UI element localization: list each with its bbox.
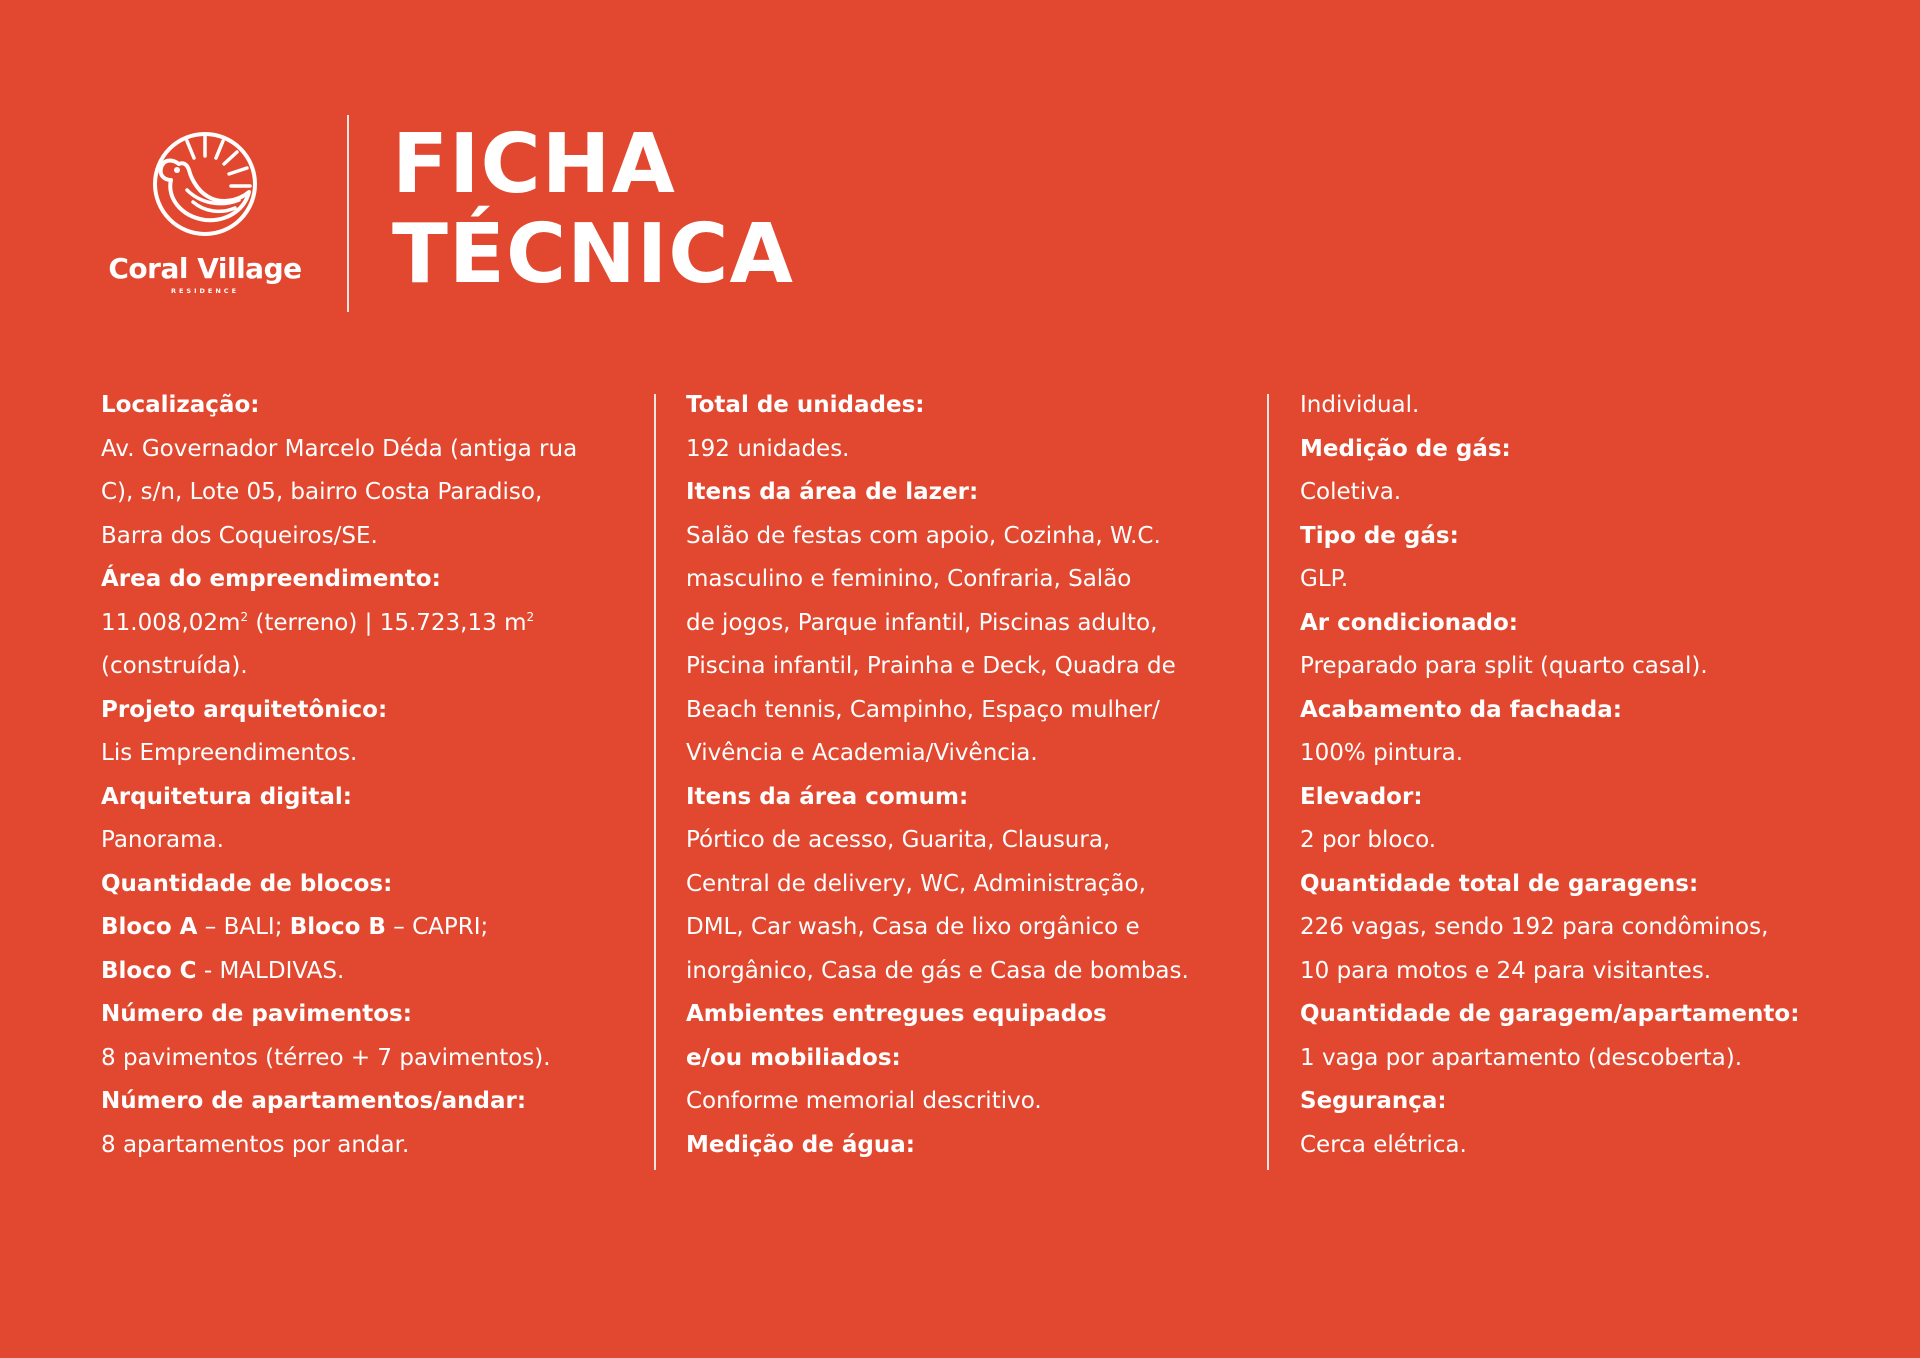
lazer-line: Salão de festas com apoio, Cozinha, W.C.: [686, 522, 1161, 549]
brand-name: Coral Village: [108, 252, 302, 285]
column-1: [101, 384, 577, 1167]
localizacao-line: Barra dos Coqueiros/SE.: [101, 522, 378, 549]
gas-tipo-value: GLP.: [1300, 566, 1349, 592]
agua-label: Medição de água:: [686, 1131, 915, 1158]
agua-value: Individual.: [1300, 392, 1420, 418]
fachada-value: 100% pintura.: [1300, 740, 1464, 766]
title-line-1: FICHA: [392, 117, 676, 212]
aptos-value: 8 apartamentos por andar.: [101, 1131, 410, 1158]
localizacao-line: C), s/n, Lote 05, bairro Costa Paradiso,: [101, 479, 543, 505]
area-terreno: 11.008,02m: [101, 609, 241, 636]
blocos-line: [101, 950, 577, 994]
area-label: Área do empreendimento:: [101, 566, 441, 592]
gas-tipo-label: Tipo de gás:: [1300, 522, 1459, 549]
logo: [100, 128, 310, 298]
gas-medicao-value: Coletiva.: [1300, 479, 1402, 505]
bloco-b-name: Bloco B: [289, 914, 386, 940]
area-line: [101, 602, 577, 646]
garagem-apto-label: Quantidade de garagem/apartamento:: [1300, 1001, 1800, 1027]
localizacao-line: Av. Governador Marcelo Déda (antiga rua: [101, 435, 578, 462]
ar-label: Ar condicionado:: [1300, 609, 1518, 636]
area-line: (construída).: [101, 653, 248, 679]
fachada-label: Acabamento da fachada:: [1300, 696, 1622, 723]
pavimentos-value: 8 pavimentos (térreo + 7 pavimentos).: [101, 1044, 551, 1071]
lazer-line: Piscina infantil, Prainha e Deck, Quadra de: [686, 653, 1176, 679]
lazer-line: Beach tennis, Campinho, Espaço mulher/: [686, 696, 1160, 723]
blocos-label: Quantidade de blocos:: [101, 870, 393, 897]
column-divider: [1267, 394, 1269, 1170]
bird-sun-icon: [149, 128, 261, 240]
column-divider: [654, 394, 656, 1170]
elevador-value: 2 por bloco.: [1300, 827, 1437, 853]
comum-line: Pórtico de acesso, Guarita, Clausura,: [686, 827, 1111, 853]
pavimentos-label: Número de pavimentos:: [101, 1001, 412, 1027]
ambientes-value: Conforme memorial descritivo.: [686, 1088, 1042, 1114]
gas-medicao-label: Medição de gás:: [1300, 435, 1511, 462]
comum-label: Itens da área comum:: [686, 783, 969, 810]
projeto-label: Projeto arquitetônico:: [101, 696, 388, 723]
localizacao-label: Localização:: [101, 392, 260, 418]
projeto-value: Lis Empreendimentos.: [101, 740, 358, 766]
seguranca-label: Segurança:: [1300, 1088, 1447, 1114]
lazer-line: Vivência e Academia/Vivência.: [686, 740, 1038, 766]
total-value: 192 unidades.: [686, 435, 850, 462]
comum-line: Central de delivery, WC, Administração,: [686, 870, 1146, 897]
bloco-c-value: - MALDIVAS.: [196, 957, 345, 984]
superscript: 2: [526, 609, 535, 624]
page-title: [392, 117, 794, 302]
garagem-apto-value: 1 vaga por apartamento (descoberta).: [1300, 1044, 1743, 1071]
ambientes-label: e/ou mobiliados:: [686, 1044, 901, 1071]
column-3: [1300, 384, 1799, 1167]
header-divider: [347, 115, 349, 312]
elevador-label: Elevador:: [1300, 783, 1423, 810]
bloco-a-name: Bloco A: [101, 914, 198, 940]
comum-line: inorgânico, Casa de gás e Casa de bombas.: [686, 957, 1189, 984]
superscript: 2: [240, 609, 249, 624]
ar-value: Preparado para split (quarto casal).: [1300, 653, 1708, 679]
lazer-line: de jogos, Parque infantil, Piscinas adulto,: [686, 609, 1158, 636]
lazer-label: Itens da área de lazer:: [686, 479, 979, 505]
comum-line: DML, Car wash, Casa de lixo orgânico e: [686, 914, 1140, 940]
title-line-2: TÉCNICA: [392, 207, 794, 302]
column-2: [686, 384, 1189, 1167]
header: [0, 0, 1920, 340]
blocos-line: [101, 906, 577, 950]
brand-subtitle: RESIDENCE: [170, 287, 240, 295]
arquitetura-value: Panorama.: [101, 827, 224, 853]
garagens-line: 10 para motos e 24 para visitantes.: [1300, 957, 1712, 984]
seguranca-value: Cerca elétrica.: [1300, 1131, 1467, 1158]
garagens-line: 226 vagas, sendo 192 para condôminos,: [1300, 914, 1769, 940]
bloco-c-name: Bloco C: [101, 957, 197, 984]
aptos-label: Número de apartamentos/andar:: [101, 1088, 527, 1114]
lazer-line: masculino e feminino, Confraria, Salão: [686, 566, 1132, 592]
garagens-label: Quantidade total de garagens:: [1300, 870, 1699, 897]
bloco-a-value: – BALI;: [197, 914, 290, 940]
area-construida: (terreno) | 15.723,13 m: [248, 609, 527, 636]
bloco-b-value: – CAPRI;: [385, 914, 489, 940]
ambientes-label: Ambientes entregues equipados: [686, 1001, 1107, 1027]
total-label: Total de unidades:: [686, 392, 925, 418]
arquitetura-label: Arquitetura digital:: [101, 783, 352, 810]
